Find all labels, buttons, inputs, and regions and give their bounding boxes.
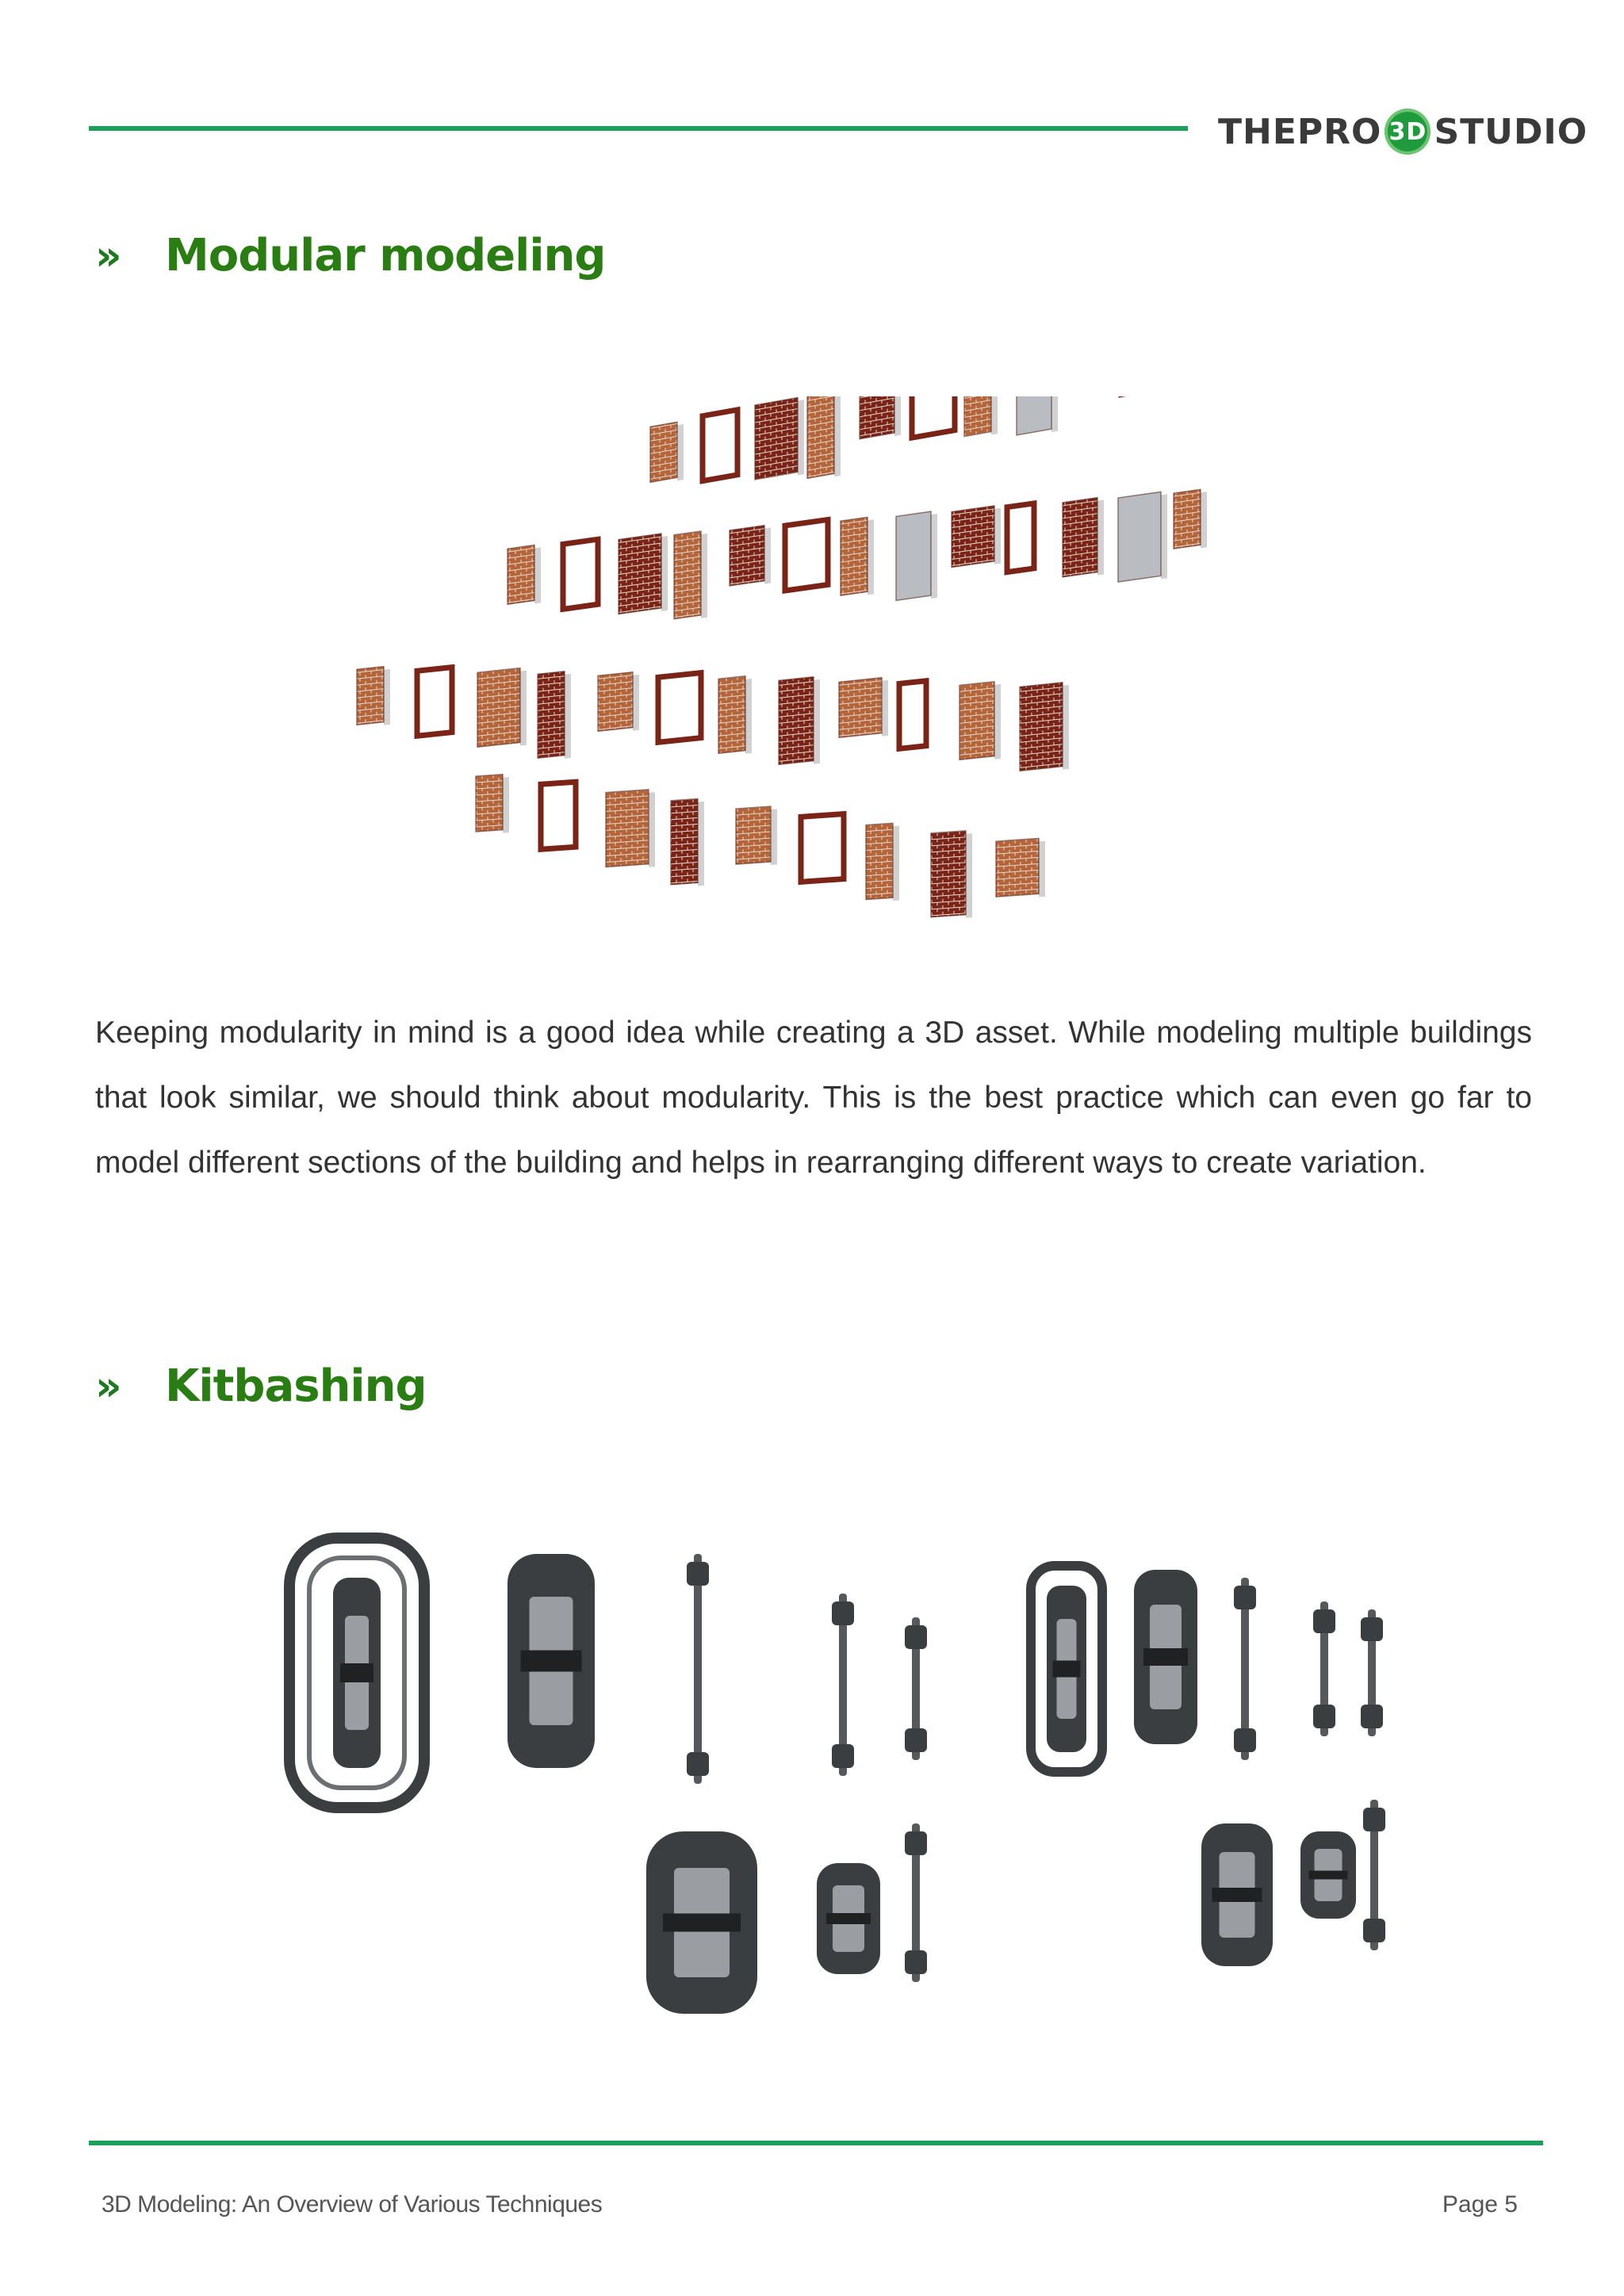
shaft-part [687, 1554, 709, 1784]
wall-module [650, 422, 684, 482]
wall-module [703, 410, 737, 481]
small-rod-part [1361, 1609, 1383, 1736]
wall-module [619, 534, 668, 614]
wall-module [598, 672, 639, 732]
header-rule [89, 126, 1188, 131]
wall-module [508, 545, 541, 604]
wall-module [477, 668, 527, 748]
wall-module [541, 782, 576, 849]
double-chevron-icon: » [95, 1362, 122, 1410]
heading-kitbashing [95, 1360, 427, 1412]
wall-module [952, 506, 1001, 568]
wall-module [785, 519, 828, 591]
wall-module [896, 511, 937, 600]
bracket-part [817, 1863, 880, 1974]
wall-module [1017, 396, 1058, 435]
kitbash-parts-illustration [270, 1522, 1411, 2045]
small-shaft-part [1234, 1578, 1256, 1760]
wall-module [718, 676, 752, 754]
canister-part [508, 1554, 595, 1768]
wall-module [899, 681, 926, 749]
wall-module [736, 806, 777, 865]
rod-part [905, 1823, 927, 1982]
logo-3d-badge: 3D [1385, 109, 1431, 155]
wall-module [538, 672, 571, 759]
wall-module [959, 682, 1001, 760]
wall-module [417, 668, 452, 737]
wall-module [476, 775, 509, 833]
wall-module [1118, 492, 1167, 582]
section-title: Kitbashing [165, 1360, 427, 1412]
modular-wall-pieces-illustration [238, 396, 1388, 936]
wall-module [671, 798, 704, 886]
modular-modeling-paragraph: Keeping modularity in mind is a good idea while creating a 3D asset. While modeling multiple buildings that look similar, we should think about modularity. This is the best practice which can even go far to model different sections of the building and helps in rearranging different ways to create variation. [95, 1016, 1532, 1180]
wall-module [779, 677, 820, 765]
footer-page-number: Page 5 [1442, 2191, 1518, 2218]
wall-module [1174, 489, 1207, 549]
wall-module [964, 396, 998, 436]
small-shaft-part [1313, 1601, 1335, 1736]
studio-logo [1218, 101, 1588, 162]
wall-module [1063, 498, 1104, 577]
clamp-core-part [333, 1578, 381, 1768]
wall-module [866, 823, 899, 901]
wall-module [996, 838, 1045, 897]
small-clamp-core-part [1047, 1586, 1086, 1752]
wall-module [1007, 503, 1034, 572]
wall-module [658, 673, 701, 743]
small-rod-part [1363, 1800, 1385, 1950]
wall-module [912, 396, 955, 438]
wall-module [1020, 683, 1069, 771]
wall-module [674, 531, 707, 619]
small-bracket-part [1300, 1831, 1356, 1919]
housing-part [646, 1831, 757, 2014]
wall-module [801, 814, 844, 882]
wall-module [807, 396, 841, 478]
section-title: Modular modeling [165, 230, 606, 281]
wall-module [606, 790, 655, 867]
footer-document-title: 3D Modeling: An Overview of Various Techniques [102, 2191, 603, 2218]
heading-modular-modeling [95, 230, 605, 281]
wall-module [563, 539, 598, 609]
wall-module [755, 398, 804, 480]
wall-module [931, 831, 972, 918]
logo-text-right: STUDIO [1434, 111, 1588, 152]
wall-module [730, 526, 771, 586]
shaft-part [832, 1594, 854, 1776]
rod-part [905, 1617, 927, 1760]
wall-module [841, 517, 874, 595]
wall-module [839, 678, 888, 738]
double-chevron-icon: » [95, 232, 122, 280]
wall-module [357, 667, 390, 725]
footer-rule [89, 2141, 1543, 2145]
wall-module [860, 396, 901, 439]
small-housing-part [1201, 1823, 1273, 1966]
logo-text-left: THEPRO [1218, 111, 1382, 152]
small-canister-part [1134, 1570, 1197, 1744]
